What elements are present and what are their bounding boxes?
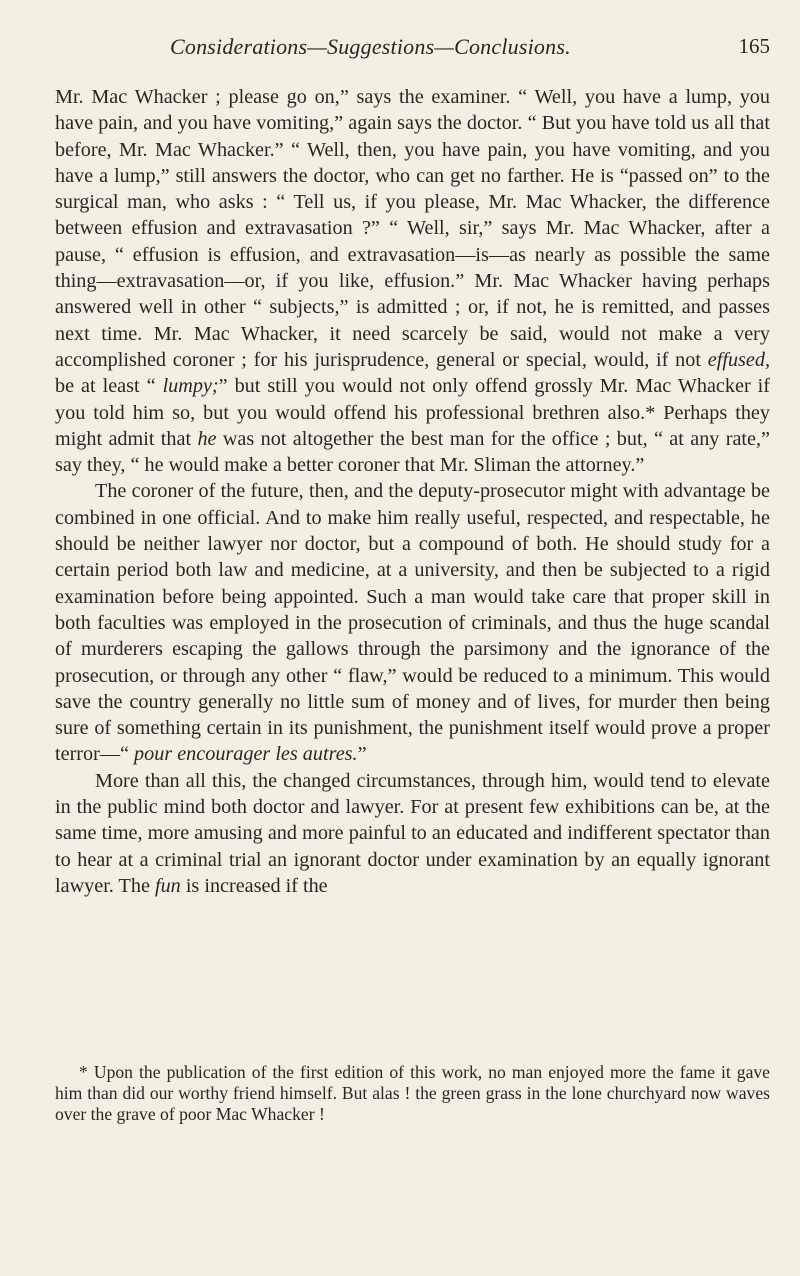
text-span: was not altogether the best man for the office ; but, “ at any rate,” say they, “ he would make a better coroner that Mr. Sliman the attorney.” xyxy=(55,427,770,477)
text-span: The coroner of the future, then, and the deputy-prosecutor might with advantage be combined in one official. And to make him really useful, respected, and respectable, he should be neither lawyer nor doctor, but a compound of both. He should study for a certain period both law and medicine, at a university, and then be subjected to a rigid examination before being appointed. Such a man would take care that proper skill in both faculties was employed in the prosecution of criminals, and thus the huge scandal of murderers escaping the gallows through the parsimony and the ignorance of the prosecution, or through any other “ flaw,” would be reduced to a minimum. This would save the country generally no little sum of money and of lives, for murder then being sure of something certain in its punishment, the punishment itself would prove a proper terror—“ xyxy=(55,480,770,766)
body-text xyxy=(55,84,770,899)
text-span: is increased if the xyxy=(180,874,328,897)
footnote-text: * Upon the publication of the first edition of this work, no man enjoyed more the fame it gave him than did our worthy friend himself. But alas ! the green grass in the lone churchyard now waves over the grave of poor Mac Whacker ! xyxy=(55,1062,770,1124)
text-span: Mr. Mac Whacker ; please go on,” says the examiner. “ Well, you have a lump, you have pain, and you have vomiting,” again says the doctor. “ But you have told us all that before, Mr. Mac Whacker.” “ Well, then, you have pain, you have vomiting, and you have a lump,” still answers the doctor, who can get no farther. He is “passed on” to the surgical man, who asks : “ Tell us, if you please, Mr. Mac Whacker, the difference between effusion and extravasation ?” “ Well, sir,” says Mr. Mac Whacker, after a pause, “ effusion is effusion, and extravasation—is—as nearly as possible the same thing—extravasation—or, if you like, effusion.” Mr. Mac Whacker having perhaps answered well in other “ subjects,” is admitted ; or, if not, he is remitted, and passes next time. Mr. Mac Whacker, it need scarcely be said, would not make a very accomplished coroner ; for his jurisprudence, general or special, would, if not xyxy=(55,86,770,371)
page-header xyxy=(170,34,770,62)
italic-lumpy: lumpy; xyxy=(162,375,219,398)
text-span: ” xyxy=(357,743,367,766)
italic-effused: effused, xyxy=(707,348,770,371)
text-span: be at least “ xyxy=(55,375,163,398)
paragraph-2 xyxy=(55,478,770,767)
running-title: Considerations—Suggestions—Conclusions. xyxy=(170,34,571,59)
italic-fun: fun xyxy=(154,874,181,897)
paragraph-1 xyxy=(55,84,770,478)
page-number: 165 xyxy=(738,34,770,58)
italic-he: he xyxy=(197,427,217,450)
paragraph-3 xyxy=(55,768,770,899)
italic-french-phrase: pour encourager les autres. xyxy=(134,743,358,766)
footnote xyxy=(55,1062,770,1125)
text-span: More than all this, the changed circumstances, through him, would tend to elevate in the public mind both doctor and lawyer. For at present few exhibitions can be, at the same time, more amusing and more painful to an educated and indifferent spectator than to hear at a criminal trial an ignorant doctor under examination by an equally ignorant lawyer. The xyxy=(55,769,770,897)
text-span: ” but still you would not only offend grossly Mr. Mac Whacker if you told him so, but you would offend his professional brethren also.* Perhaps they might admit that xyxy=(55,375,770,450)
